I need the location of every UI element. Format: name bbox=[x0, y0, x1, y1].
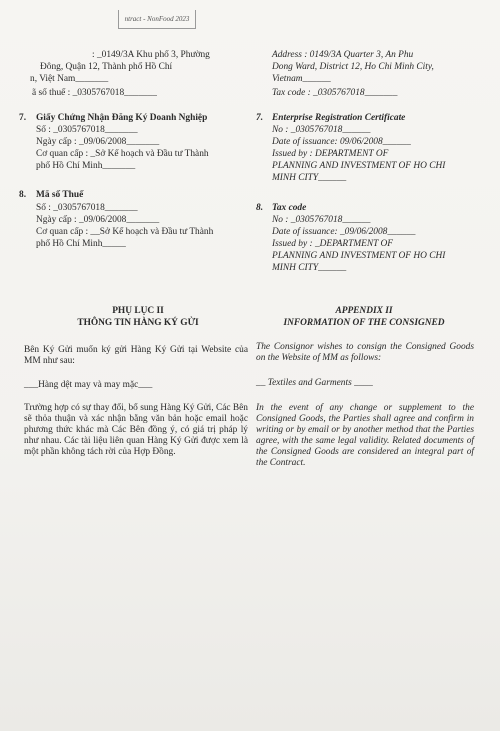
right-sec8-row: Date of issuance: _09/06/2008______ bbox=[272, 227, 416, 237]
en-intro-paragraph: The Consignor wishes to consign the Consigned Goods on the Website of MM as follows: bbox=[256, 342, 474, 363]
right-sec7-row: MINH CITY______ bbox=[272, 173, 347, 183]
en-appendix-subtitle: INFORMATION OF THE CONSIGNED bbox=[283, 318, 445, 328]
right-sec7-title: Enterprise Registration Certificate bbox=[272, 113, 406, 123]
left-address-line-2: Đông, Quận 12, Thành phố Hồ Chí bbox=[40, 62, 173, 72]
left-sec7-title: Giấy Chứng Nhận Đăng Ký Doanh Nghiệp bbox=[36, 113, 208, 123]
en-appendix-title: APPENDIX II bbox=[335, 306, 393, 316]
en-goods: __ Textiles and Garments ____ bbox=[256, 378, 373, 388]
vn-change-paragraph: Trường hợp có sự thay đổi, bổ sung Hàng Ký Gửi, Các Bên sẽ thỏa thuận và xác nhận bằng văn bản hoặc email hoặc phương thức khác mà Các Bên đồng ý, có giá trị pháp lý như nhau. Các tài liệu liên quan Hàng Ký Gửi được xem là một phần không tách rời của Hợp Đồng. bbox=[24, 403, 248, 457]
vn-intro-paragraph: Bên Ký Gửi muốn ký gửi Hàng Ký Gửi tại Website của MM như sau: bbox=[24, 345, 248, 366]
left-address-line-1: : _0149/3A Khu phố 3, Phường bbox=[92, 50, 210, 60]
left-tax-line: ã số thuế : _0305767018_______ bbox=[32, 88, 157, 98]
vn-appendix-subtitle: THÔNG TIN HÀNG KÝ GỬI bbox=[77, 318, 199, 328]
right-sec8-title: Tax code bbox=[272, 203, 307, 213]
left-sec7-number: 7. bbox=[19, 113, 27, 123]
right-address-line-3: Vietnam______ bbox=[272, 74, 331, 84]
left-sec7-row: phố Hồ Chí Minh_______ bbox=[36, 161, 136, 171]
left-sec7-row: Ngày cấp : _09/06/2008_______ bbox=[36, 137, 160, 147]
right-sec7-number: 7. bbox=[256, 113, 264, 123]
right-sec7-row: No : _0305767018______ bbox=[272, 125, 371, 135]
left-sec8-number: 8. bbox=[19, 190, 27, 200]
left-sec7-row: Cơ quan cấp : _Sở Kế hoạch và Đầu tư Thành bbox=[36, 149, 209, 159]
left-sec8-row: Ngày cấp : _09/06/2008_______ bbox=[36, 215, 160, 225]
left-sec8-row: phố Hồ Chí Minh_____ bbox=[36, 239, 126, 249]
left-sec8-row: Số : _0305767018_______ bbox=[36, 203, 138, 213]
right-sec7-row: Date of issuance: 09/06/2008______ bbox=[272, 137, 411, 147]
en-change-paragraph: In the event of any change or supplement to the Consigned Goods, the Parties shall agree and confirm in writing or by email or by another method that the Parties agree, with the same legal validity. Related documents of the Consigned Goods are considered an integral part of the Contract. bbox=[256, 403, 474, 468]
left-sec8-title: Mã số Thuế bbox=[36, 190, 84, 200]
left-address-line-3: n, Việt Nam_______ bbox=[30, 74, 109, 84]
right-sec8-number: 8. bbox=[256, 203, 264, 213]
vn-appendix-title: PHỤ LỤC II bbox=[112, 306, 164, 316]
right-address-line-1: Address : 0149/3A Quarter 3, An Phu bbox=[272, 50, 414, 60]
left-sec7-row: Số : _0305767018_______ bbox=[36, 125, 138, 135]
right-address-line-2: Dong Ward, District 12, Ho Chi Minh City, bbox=[272, 62, 434, 72]
right-sec7-row: PLANNING AND INVESTMENT OF HO CHI bbox=[272, 161, 446, 171]
left-sec8-row: Cơ quan cấp : __Sở Kế hoạch và Đầu tư Thành bbox=[36, 227, 214, 237]
header-tab: ntract - NonFood 2023 bbox=[118, 10, 196, 29]
right-sec8-row: MINH CITY______ bbox=[272, 263, 347, 273]
right-sec8-row: PLANNING AND INVESTMENT OF HO CHI bbox=[272, 251, 446, 261]
right-sec7-row: Issued by : DEPARTMENT OF bbox=[272, 149, 389, 159]
right-sec8-row: No : _0305767018______ bbox=[272, 215, 371, 225]
right-sec8-row: Issued by : _DEPARTMENT OF bbox=[272, 239, 393, 249]
right-tax-line: Tax code : _0305767018_______ bbox=[272, 88, 398, 98]
vn-goods: ___Hàng dệt may và may mặc___ bbox=[24, 380, 153, 390]
